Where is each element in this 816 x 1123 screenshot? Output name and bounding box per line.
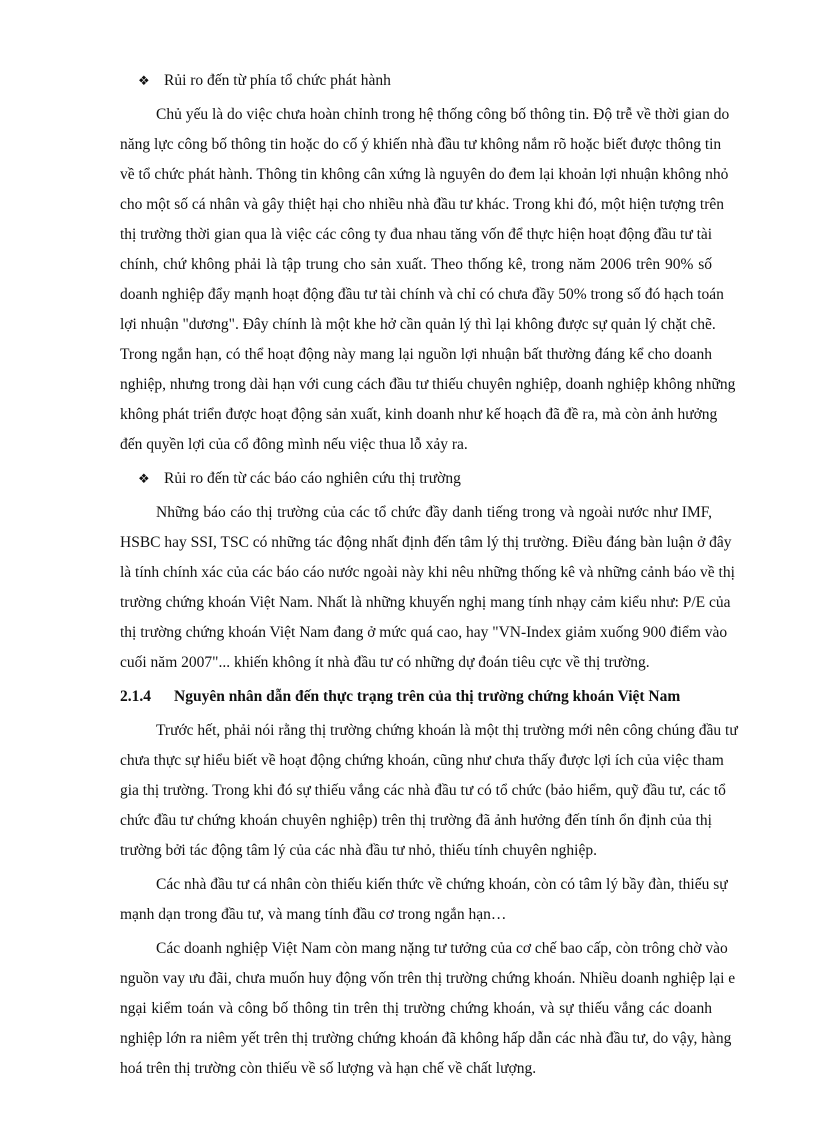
text-line: Các doanh nghiệp Việt Nam còn mang nặng tư tưởng của cơ chế bao cấp, còn trông chờ vào <box>156 940 728 957</box>
text-line: đến quyền lợi của cổ đông mình nếu việc thua lỗ xảy ra. <box>120 436 468 453</box>
text-line: Trước hết, phải nói rằng thị trường chứng khoán là một thị trường mới nên công chúng đầu tư <box>156 722 738 739</box>
text-line: gia thị trường. Trong khi đó sự thiếu vắng các nhà đầu tư có tổ chức (bảo hiểm, quỹ đầu tư, các tổ <box>120 782 726 799</box>
text-line: cuối năm 2007"... khiến không ít nhà đầu tư có những dự đoán tiêu cực về thị trường. <box>120 654 650 671</box>
text-line: hoá trên thị trường còn thiếu về số lượng và hạn chế về chất lượng. <box>120 1060 537 1077</box>
text-line: trường bởi tác động tâm lý của các nhà đầu tư nhỏ, thiếu tính chuyên nghiệp. <box>120 842 597 859</box>
text-line: mạnh dạn trong đầu tư, và mang tính đầu cơ trong ngắn hạn… <box>120 906 507 923</box>
bullet-heading <box>120 464 712 494</box>
paragraph <box>120 498 735 678</box>
section-title: Nguyên nhân dẫn đến thực trạng trên của thị trường chứng khoán Việt Nam <box>174 688 681 705</box>
diamond-bullet-icon: ❖ <box>138 73 150 88</box>
paragraph <box>120 100 736 460</box>
text-line: là tính chính xác của các báo cáo nước ngoài này khi nêu những thống kê và những cảnh báo về thị <box>120 564 735 581</box>
text-line: doanh nghiệp đẩy mạnh hoạt động đầu tư tài chính và chỉ có chưa đầy 50% trong số đó hạch toán <box>120 286 724 303</box>
text-line: HSBC hay SSI, TSC có những tác động nhất định đến tâm lý thị trường. Điều đáng bàn luận ở đây <box>120 534 732 551</box>
text-line: cho một số cá nhân và gây thiệt hại cho nhiều nhà đầu tư khác. Trong khi đó, một hiện tượng trên <box>120 196 724 213</box>
text-line: Trong ngắn hạn, có thể hoạt động này mang lại nguồn lợi nhuận bất thường đáng kể cho doanh <box>120 346 712 363</box>
text-line: năng lực công bố thông tin hoặc do cố ý khiến nhà đầu tư không nắm rõ hoặc biết được thông tin <box>120 136 722 153</box>
paragraph <box>120 716 738 866</box>
section-heading <box>120 682 712 712</box>
bullet-text: Rủi ro đến từ phía tổ chức phát hành <box>164 72 391 89</box>
diamond-bullet-icon: ❖ <box>138 471 150 486</box>
bullet-text: Rủi ro đến từ các báo cáo nghiên cứu thị trường <box>164 470 461 487</box>
text-line: thị trường chứng khoán Việt Nam đang ở mức quá cao, hay "VN-Index giảm xuống 900 điểm vào <box>120 624 728 641</box>
section-number: 2.1.4 <box>120 688 151 705</box>
text-line: chưa thực sự hiểu biết về hoạt động chứng khoán, cũng như chưa thấy được lợi ích của việc tham <box>120 752 724 769</box>
text-line: chức đầu tư chứng khoán chuyên nghiệp) trên thị trường đã ảnh hưởng đến tính ổn định của thị <box>120 812 712 829</box>
text-line: nghiệp lớn ra niêm yết trên thị trường chứng khoán đã không hấp dẫn các nhà đầu tư, do vậy, hàng <box>120 1030 732 1047</box>
text-line: nguồn vay ưu đãi, chưa muốn huy động vốn trên thị trường chứng khoán. Nhiều doanh nghiệp lại e <box>120 970 736 987</box>
text-line: trường chứng khoán Việt Nam. Nhất là những khuyến nghị mang tính nhạy cảm kiểu như: P/E của <box>120 594 731 611</box>
text-line: không phát triển được hoạt động sản xuất, kinh doanh như kế hoạch đã đề ra, mà còn ảnh hưởng <box>120 406 718 423</box>
text-line: ngại kiểm toán và công bố thông tin trên thị trường chứng khoán, và sự thiếu vắng các doanh <box>120 1000 712 1017</box>
text-line: thị trường thời gian qua là việc các công ty đua nhau tăng vốn để thực hiện hoạt động đầu tư tài <box>120 226 713 243</box>
paragraph <box>120 870 728 930</box>
text-line: Chủ yếu là do việc chưa hoàn chỉnh trong hệ thống công bố thông tin. Độ trễ về thời gian do <box>156 106 730 123</box>
document-page <box>120 66 738 1084</box>
text-line: Các nhà đầu tư cá nhân còn thiếu kiến thức về chứng khoán, còn có tâm lý bầy đàn, thiếu sự <box>156 876 728 893</box>
text-line: lợi nhuận "dương". Đây chính là một khe hở cần quản lý thì lại không được sự quản lý chặt chẽ. <box>120 316 716 333</box>
paragraph <box>120 934 736 1084</box>
text-line: nghiệp, nhưng trong dài hạn với cung cách đầu tư thiếu chuyên nghiệp, doanh nghiệp không những <box>120 376 736 393</box>
text-line: chính, chứ không phải là tập trung cho sản xuất. Theo thống kê, trong năm 2006 trên 90% số <box>120 256 712 273</box>
bullet-heading <box>120 66 712 96</box>
text-line: về tổ chức phát hành. Thông tin không cân xứng là nguyên do đem lại khoản lợi nhuận không nhỏ <box>120 166 729 183</box>
text-line: Những báo cáo thị trường của các tổ chức đầy danh tiếng trong và ngoài nước như IMF, <box>156 504 712 521</box>
